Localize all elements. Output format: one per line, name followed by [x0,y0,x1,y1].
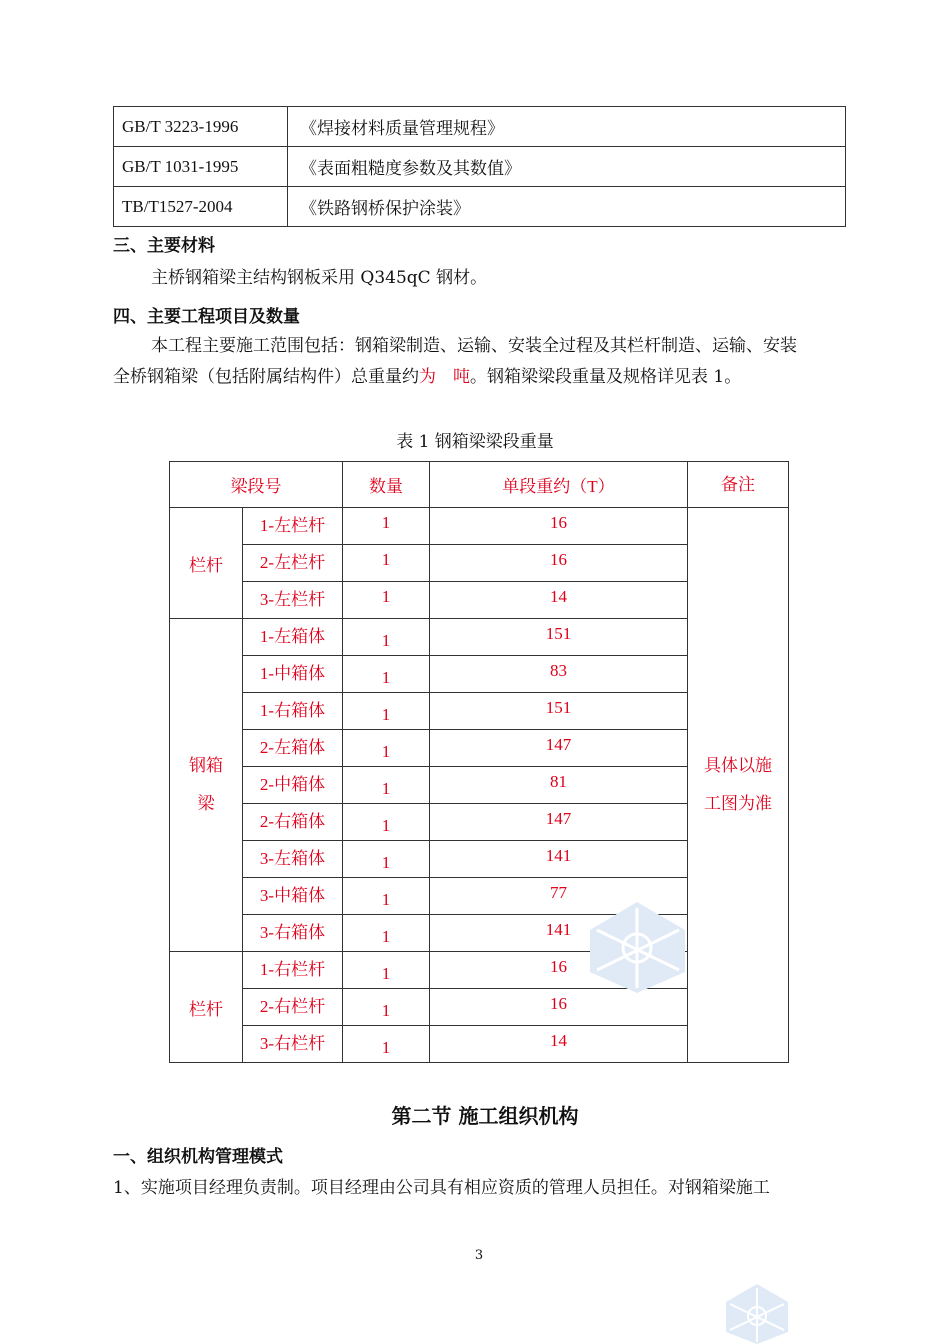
section-heading-organization: 一、组织机构管理模式 [113,1147,283,1167]
weight-cell: 141 [430,915,688,952]
standard-code: TB/T1527-2004 [114,187,288,227]
table-row [114,187,846,227]
quantity-cell: 1 [343,730,430,767]
header-note: 备注 [688,462,789,508]
section-title: 第二节 施工组织机构 [391,1104,579,1128]
segment-cell: 3-右箱体 [243,915,343,952]
header-segment: 梁段号 [170,462,343,508]
page-number: 3 [474,1248,484,1263]
standards-table [113,106,846,227]
note-cell: 具体以施 工图为准 [688,508,789,1063]
segment-cell: 2-右栏杆 [243,989,343,1026]
standard-name: 《表面粗糙度参数及其数值》 [288,147,846,187]
table-row [114,147,846,187]
weight-cell: 14 [430,1026,688,1063]
group-railing-left: 栏杆 [170,508,243,619]
snowflake-watermark-icon [722,1282,792,1344]
weight-text: 全桥钢箱梁（包括附属结构件）总重量约 [113,367,419,387]
segment-cell: 2-中箱体 [243,767,343,804]
weight-cell: 16 [430,952,688,989]
weight-cell: 147 [430,804,688,841]
projects-paragraph-line1: 本工程主要施工范围包括：钢箱梁制造、运输、安装全过程及其栏杆制造、运输、安装 [151,336,797,356]
standard-name: 《焊接材料质量管理规程》 [288,107,846,147]
standard-code: GB/T 3223-1996 [114,107,288,147]
weight-cell: 141 [430,841,688,878]
materials-paragraph: 主桥钢箱梁主结构钢板采用 Q345qC 钢材。 [151,268,488,288]
weight-cell: 14 [430,582,688,619]
table-reference-text: 。钢箱梁梁段重量及规格详见表 1。 [470,367,742,387]
segment-cell: 1-右栏杆 [243,952,343,989]
table-row [114,107,846,147]
quantity-cell: 1 [343,767,430,804]
weight-cell: 147 [430,730,688,767]
quantity-cell: 1 [343,1026,430,1063]
quantity-cell: 1 [343,989,430,1026]
quantity-cell: 1 [343,878,430,915]
quantity-cell: 1 [343,545,430,582]
organization-paragraph: 1、实施项目经理负责制。项目经理由公司具有相应资质的管理人员担任。对钢箱梁施工 [113,1178,770,1198]
segment-cell: 2-左栏杆 [243,545,343,582]
segment-weight-table [169,461,789,1063]
segment-cell: 1-中箱体 [243,656,343,693]
segment-cell: 2-右箱体 [243,804,343,841]
header-quantity: 数量 [343,462,430,508]
weight-cell: 16 [430,508,688,545]
segment-cell: 1-左栏杆 [243,508,343,545]
table-caption: 表 1 钢箱梁梁段重量 [396,432,554,452]
weight-cell: 77 [430,878,688,915]
weight-cell: 81 [430,767,688,804]
weight-cell: 83 [430,656,688,693]
segment-cell: 3-左箱体 [243,841,343,878]
segment-cell: 3-左栏杆 [243,582,343,619]
snowflake-watermark-icon [585,900,690,995]
segment-cell: 3-右栏杆 [243,1026,343,1063]
group-railing-right: 栏杆 [170,952,243,1063]
segment-cell: 2-左箱体 [243,730,343,767]
segment-cell: 3-中箱体 [243,878,343,915]
quantity-cell: 1 [343,915,430,952]
table-header-row [170,462,789,508]
quantity-cell: 1 [343,508,430,545]
weight-cell: 16 [430,545,688,582]
section-heading-materials: 三、主要材料 [113,236,215,256]
quantity-cell: 1 [343,804,430,841]
section-heading-projects: 四、主要工程项目及数量 [113,307,300,327]
segment-cell: 1-右箱体 [243,693,343,730]
quantity-cell: 1 [343,841,430,878]
quantity-cell: 1 [343,656,430,693]
weight-cell: 151 [430,619,688,656]
weight-placeholder: 为 吨 [419,367,470,387]
quantity-cell: 1 [343,952,430,989]
standard-code: GB/T 1031-1995 [114,147,288,187]
segment-cell: 1-左箱体 [243,619,343,656]
weight-cell: 151 [430,693,688,730]
table-row [170,508,789,545]
weight-cell: 16 [430,989,688,1026]
quantity-cell: 1 [343,619,430,656]
standard-name: 《铁路钢桥保护涂装》 [288,187,846,227]
quantity-cell: 1 [343,582,430,619]
group-box-girder: 钢箱 梁 [170,619,243,952]
quantity-cell: 1 [343,693,430,730]
header-weight: 单段重约（T） [430,462,688,508]
projects-paragraph-line2 [113,362,741,392]
